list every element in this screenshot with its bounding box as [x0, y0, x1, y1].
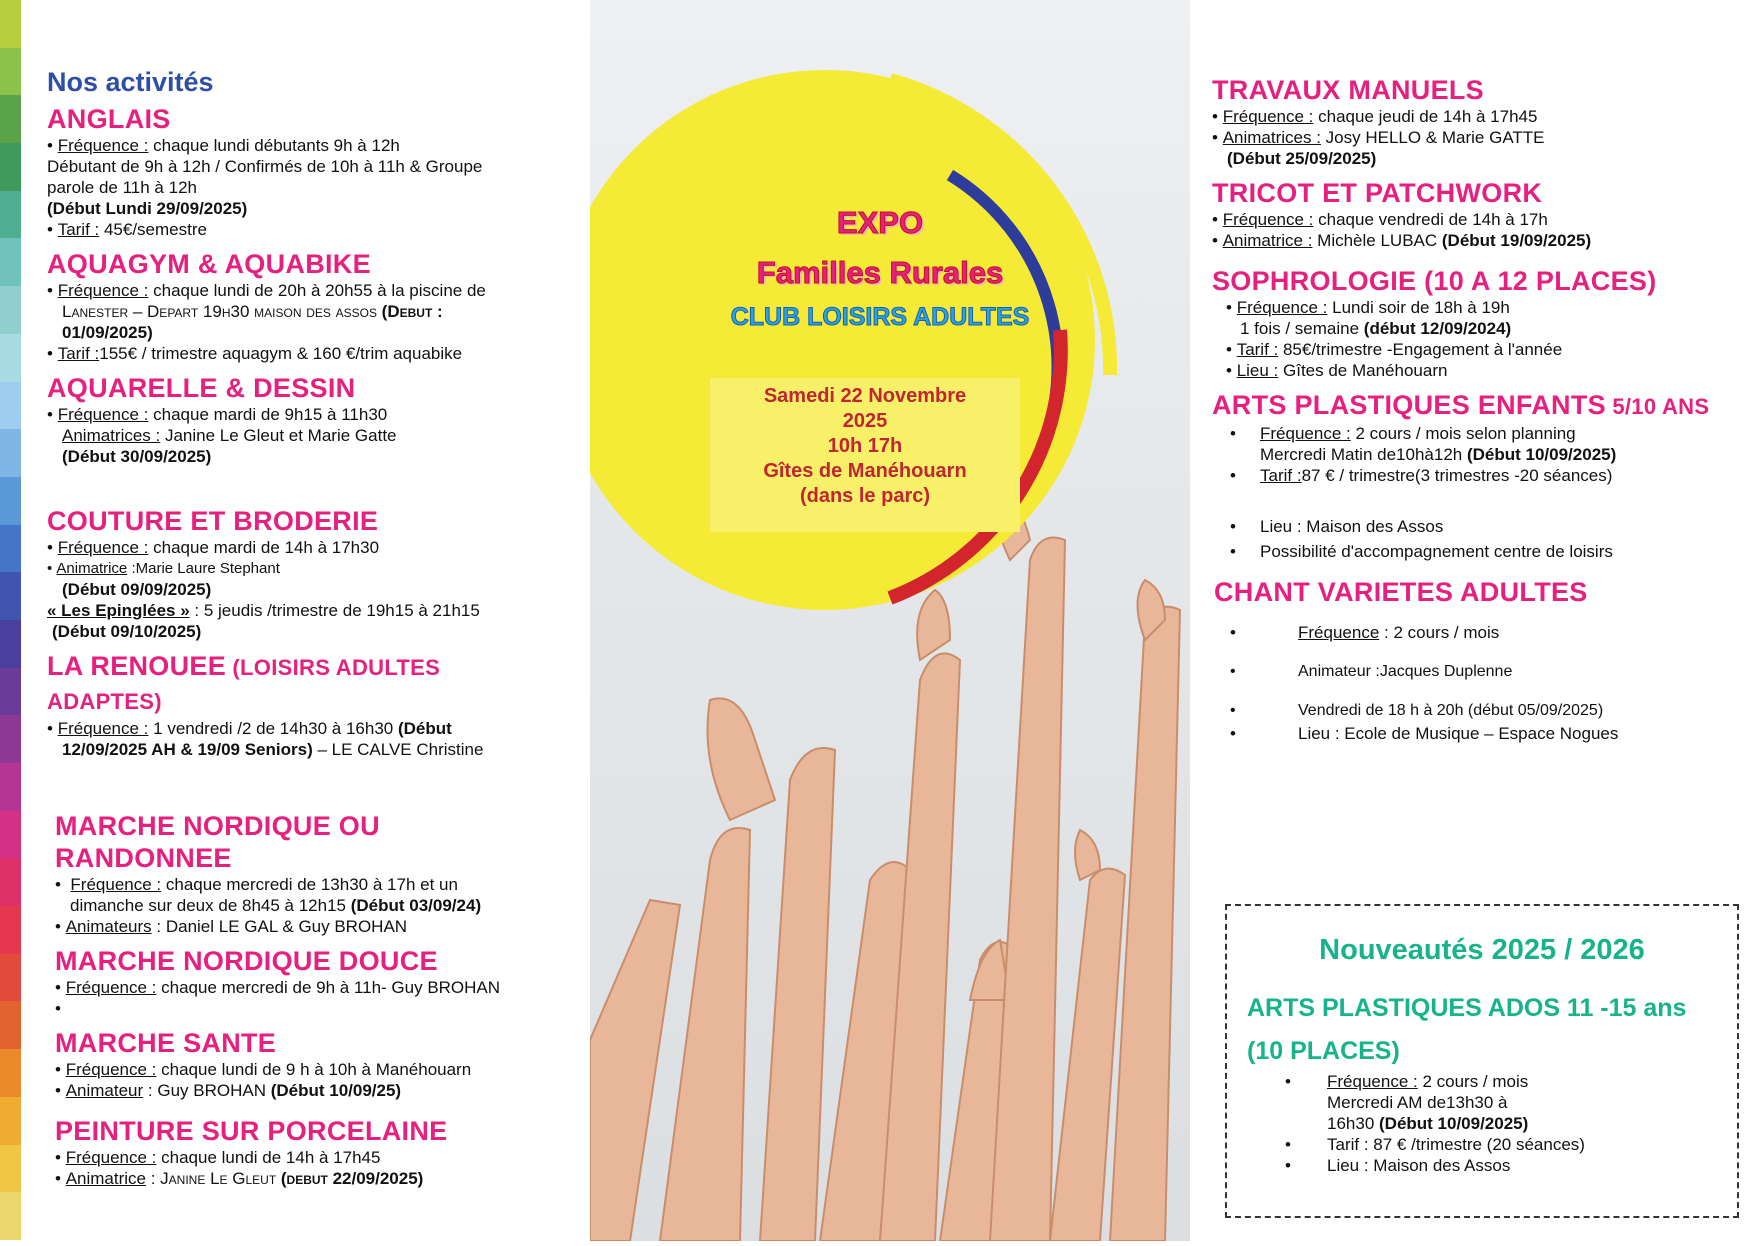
section-travaux [1212, 74, 1732, 169]
freq-label: Fréquence : [57, 136, 149, 155]
section-tricot [1212, 177, 1732, 251]
epinglees-debut: (Début 09/10/2025) [52, 622, 202, 641]
anglais-line2: Débutant de 9h à 12h / Confirmés de 10h à 11h & Groupe [47, 157, 483, 176]
heading-tricot: TRICOT ET PATCHWORK [1212, 178, 1543, 208]
freq-text: chaque mardi de 9h15 à 11h30 [148, 405, 388, 424]
section-renouee [47, 650, 557, 760]
section-aquagym [47, 248, 557, 364]
empty-bullet [55, 998, 555, 1019]
freq-text: 1 vendredi /2 de 14h30 à 16h30 [148, 719, 398, 738]
list-item [1212, 622, 1732, 643]
anglais-debut: (Début Lundi 29/09/2025) [47, 199, 248, 218]
heading-anglais: ANGLAIS [47, 104, 171, 134]
freq-text: chaque lundi de 20h à 20h55 à la piscine de [148, 281, 486, 300]
couture-debut: (Début 09/09/2025) [62, 580, 212, 599]
aquarelle-debut: (Début 30/09/2025) [62, 447, 212, 466]
heading-aquagym: AQUAGYM & AQUABIKE [47, 249, 371, 279]
list-item [1212, 423, 1732, 465]
nouveautes-box [1225, 904, 1739, 1218]
expo-park: (dans le parc) [799, 485, 931, 507]
anim-text: :Marie Laure Stephant [127, 560, 280, 577]
freq-text: chaque jeudi de 14h à 17h45 [1313, 107, 1538, 126]
heading-arts-ados: ARTS PLASTIQUES ADOS 11 -15 ans [1247, 994, 1687, 1022]
heading-renouee: LA RENOUEE [47, 651, 227, 681]
section-marche-sante [55, 1027, 555, 1101]
freq-label: Fréquence : [1222, 210, 1314, 229]
marche-line2: dimanche sur deux de 8h45 à 12h15 [70, 896, 351, 915]
rainbow-stripe [0, 0, 21, 1241]
section-chant [1212, 576, 1732, 744]
tarif-text: 155€ / trimestre aquagym & 160 €/trim aquabike [99, 344, 463, 363]
aquagym-line2: Lanester – Depart 19h30 maison des assos [62, 302, 382, 321]
section-sophro [1212, 265, 1732, 381]
tricot-debut: (Début 19/09/2025) [1441, 231, 1592, 250]
marche-sante-debut: (Début 10/09/25) [270, 1081, 402, 1100]
expo-year: 2025 [842, 410, 888, 432]
expo-place: Gîtes de Manéhouarn [763, 460, 967, 482]
arts-enfants-list [1212, 423, 1732, 562]
freq-label: Fréquence : [70, 875, 162, 894]
expo-title: EXPO [836, 205, 924, 240]
heading-sophro: SOPHROLOGIE (10 A 12 PLACES) [1212, 266, 1657, 296]
heading-renouee-sub: (LOISIRS ADULTES ADAPTES) [47, 655, 441, 714]
renouee-debut-date: 12/09/2025 AH & 19/09 Seniors) [62, 740, 313, 759]
anim-text: : Daniel LE GAL & Guy BROHAN [151, 917, 408, 936]
renouee-animator: – LE CALVE Christine [312, 740, 484, 759]
lieu-label: Lieu : [1236, 361, 1279, 380]
section-marche-douce [55, 945, 555, 1019]
list-item: • Animateur :Jacques Duplenne [1212, 661, 1732, 682]
arts-ados-list [1267, 1071, 1737, 1176]
heading-travaux: TRAVAUX MANUELS [1212, 75, 1484, 105]
tarif-text: 85€/trimestre -Engagement à l'année [1278, 340, 1563, 359]
freq-label: Fréquence : [57, 719, 149, 738]
freq-text: chaque vendredi de 14h à 17h [1313, 210, 1548, 229]
right-column [1212, 74, 1732, 752]
anim-label: Animatrices : [62, 426, 161, 445]
renouee-debut: (Début [397, 719, 452, 738]
epinglees-label: « Les Epinglées » [47, 601, 190, 620]
anim-label: Animateur [65, 1081, 144, 1100]
chant-list [1212, 622, 1732, 744]
tarif-label: Tarif : [1236, 340, 1279, 359]
expo-hours: 10h 17h [827, 435, 903, 457]
heading-arts-enfants: ARTS PLASTIQUES ENFANTS [1212, 390, 1606, 420]
heading-chant: CHANT VARIETES ADULTES [1214, 577, 1588, 607]
heading-aquarelle: AQUARELLE & DESSIN [47, 373, 356, 403]
left-column [47, 67, 557, 768]
anim-label: Animatrice [65, 1169, 146, 1188]
list-item [1267, 1071, 1737, 1134]
list-item: • Lieu : Ecole de Musique – Espace Nogues [1212, 723, 1732, 744]
list-item: • Tarif : 87 € /trimestre (20 séances) [1267, 1134, 1737, 1155]
heading-randonnee: RANDONNEE [55, 843, 232, 873]
sophro-line2: 1 fois / semaine [1240, 319, 1364, 338]
arts-enfants-debut: (Début 10/09/2025) [1466, 445, 1617, 464]
expo-block [700, 205, 1060, 332]
freq-text: chaque lundi de 14h à 17h45 [156, 1148, 381, 1167]
list-item: • Vendredi de 18 h à 20h (début 05/09/2025) [1212, 700, 1732, 721]
freq-label: Fréquence : [65, 1148, 157, 1167]
tarif-label: Tarif : [57, 344, 100, 363]
list-item: • Lieu : Maison des Assos [1212, 516, 1732, 537]
list-item: • Lieu : Maison des Assos [1267, 1155, 1737, 1176]
travaux-debut: (Début 25/09/2025) [1227, 149, 1377, 168]
freq-label: Fréquence : [1260, 424, 1351, 443]
ados-line2: Mercredi AM de13h30 à [1327, 1093, 1508, 1112]
heading-marche-sante: MARCHE SANTE [55, 1028, 277, 1058]
heading-couture: COUTURE ET BRODERIE [47, 506, 379, 536]
ados-debut: (Début 10/09/2025) [1379, 1114, 1529, 1133]
section-marche-nordique [55, 810, 555, 937]
heading-marche-nordique: MARCHE NORDIQUE OU [55, 811, 380, 841]
section-arts-enfants [1212, 389, 1732, 562]
left-column-lower [55, 810, 555, 1197]
freq-label: Fréquence : [65, 978, 157, 997]
freq-text: chaque lundi de 9 h à 10h à Manéhouarn [156, 1060, 472, 1079]
heading-porcelaine: PEINTURE SUR PORCELAINE [55, 1116, 448, 1146]
tarif-label: Tarif : [57, 220, 100, 239]
section-couture [47, 505, 557, 642]
expo-date-box [710, 378, 1020, 532]
freq-text: 2 cours / mois selon planning [1350, 424, 1576, 443]
anim-label: Animatrices : [1222, 128, 1321, 147]
freq-label: Fréquence [1298, 623, 1380, 642]
anim-label: Animateurs [65, 917, 152, 936]
freq-text: : 2 cours / mois [1379, 623, 1500, 642]
club-loisirs-title: CLUB LOISIRS ADULTES [730, 303, 1030, 331]
freq-text: chaque mercredi de 13h30 à 17h et un [161, 875, 458, 894]
lieu-text: Gîtes de Manéhouarn [1278, 361, 1448, 380]
freq-text: chaque mardi de 14h à 17h30 [148, 538, 380, 557]
freq-text: 2 cours / mois [1417, 1072, 1529, 1091]
epinglees-text: : 5 jeudis /trimestre de 19h15 à 21h15 [189, 601, 480, 620]
freq-label: Fréquence : [57, 281, 149, 300]
anglais-line3: parole de 11h à 12h [47, 178, 197, 197]
freq-label: Fréquence : [65, 1060, 157, 1079]
anim-label: Animatrice : [1222, 231, 1313, 250]
freq-label: Fréquence : [1327, 1072, 1418, 1091]
tarif-label: Tarif : [1260, 466, 1302, 485]
freq-label: Fréquence : [57, 538, 149, 557]
freq-label: Fréquence : [1222, 107, 1314, 126]
porcelaine-debut: (debut 22/09/2025) [280, 1169, 424, 1188]
sophro-debut: (début 12/09/2024) [1363, 319, 1512, 338]
list-item: • Possibilité d'accompagnement centre de loisirs [1212, 541, 1732, 562]
nouveautes-title: Nouveautés 2025 / 2026 [1319, 934, 1645, 966]
section-porcelaine [55, 1115, 555, 1189]
anim-text: Janine Le Gleut et Marie Gatte [160, 426, 397, 445]
ados-line3: 16h30 [1327, 1114, 1379, 1133]
activities-title: Nos activités [47, 67, 214, 97]
anim-text: : Janine Le Gleut [146, 1169, 281, 1188]
freq-text: chaque mercredi de 9h à 11h- Guy BROHAN [156, 978, 501, 997]
list-item [1212, 465, 1732, 486]
heading-arts-ados-places: (10 PLACES) [1247, 1037, 1400, 1065]
anim-text: Michèle LUBAC [1312, 231, 1442, 250]
anim-text: Josy HELLO & Marie GATTE [1320, 128, 1545, 147]
section-aquarelle [47, 372, 557, 467]
section-anglais [47, 103, 557, 240]
freq-text: chaque lundi débutants 9h à 12h [148, 136, 400, 155]
familles-rurales-title: Familles Rurales [756, 255, 1004, 290]
expo-date: Samedi 22 Novembre [763, 385, 967, 407]
heading-arts-enfants-age: 5/10 ANS [1605, 394, 1710, 419]
anim-label: Animatrice [56, 560, 128, 577]
freq-text: Lundi soir de 18h à 19h [1327, 298, 1510, 317]
tarif-text: 45€/semestre [99, 220, 207, 239]
tarif-text: 87 € / trimestre(3 trimestres -20 séances) [1301, 466, 1613, 485]
aquagym-debut-date: 01/09/2025) [62, 323, 153, 342]
heading-marche-douce: MARCHE NORDIQUE DOUCE [55, 946, 438, 976]
arts-enfants-line2: Mercredi Matin de10hà12h [1260, 445, 1467, 464]
freq-label: Fréquence : [57, 405, 149, 424]
marche-debut: (Début 03/09/24) [350, 896, 482, 915]
anim-text: : Guy BROHAN [143, 1081, 271, 1100]
aquagym-debut: (Debut : [381, 302, 443, 321]
freq-label: Fréquence : [1236, 298, 1328, 317]
